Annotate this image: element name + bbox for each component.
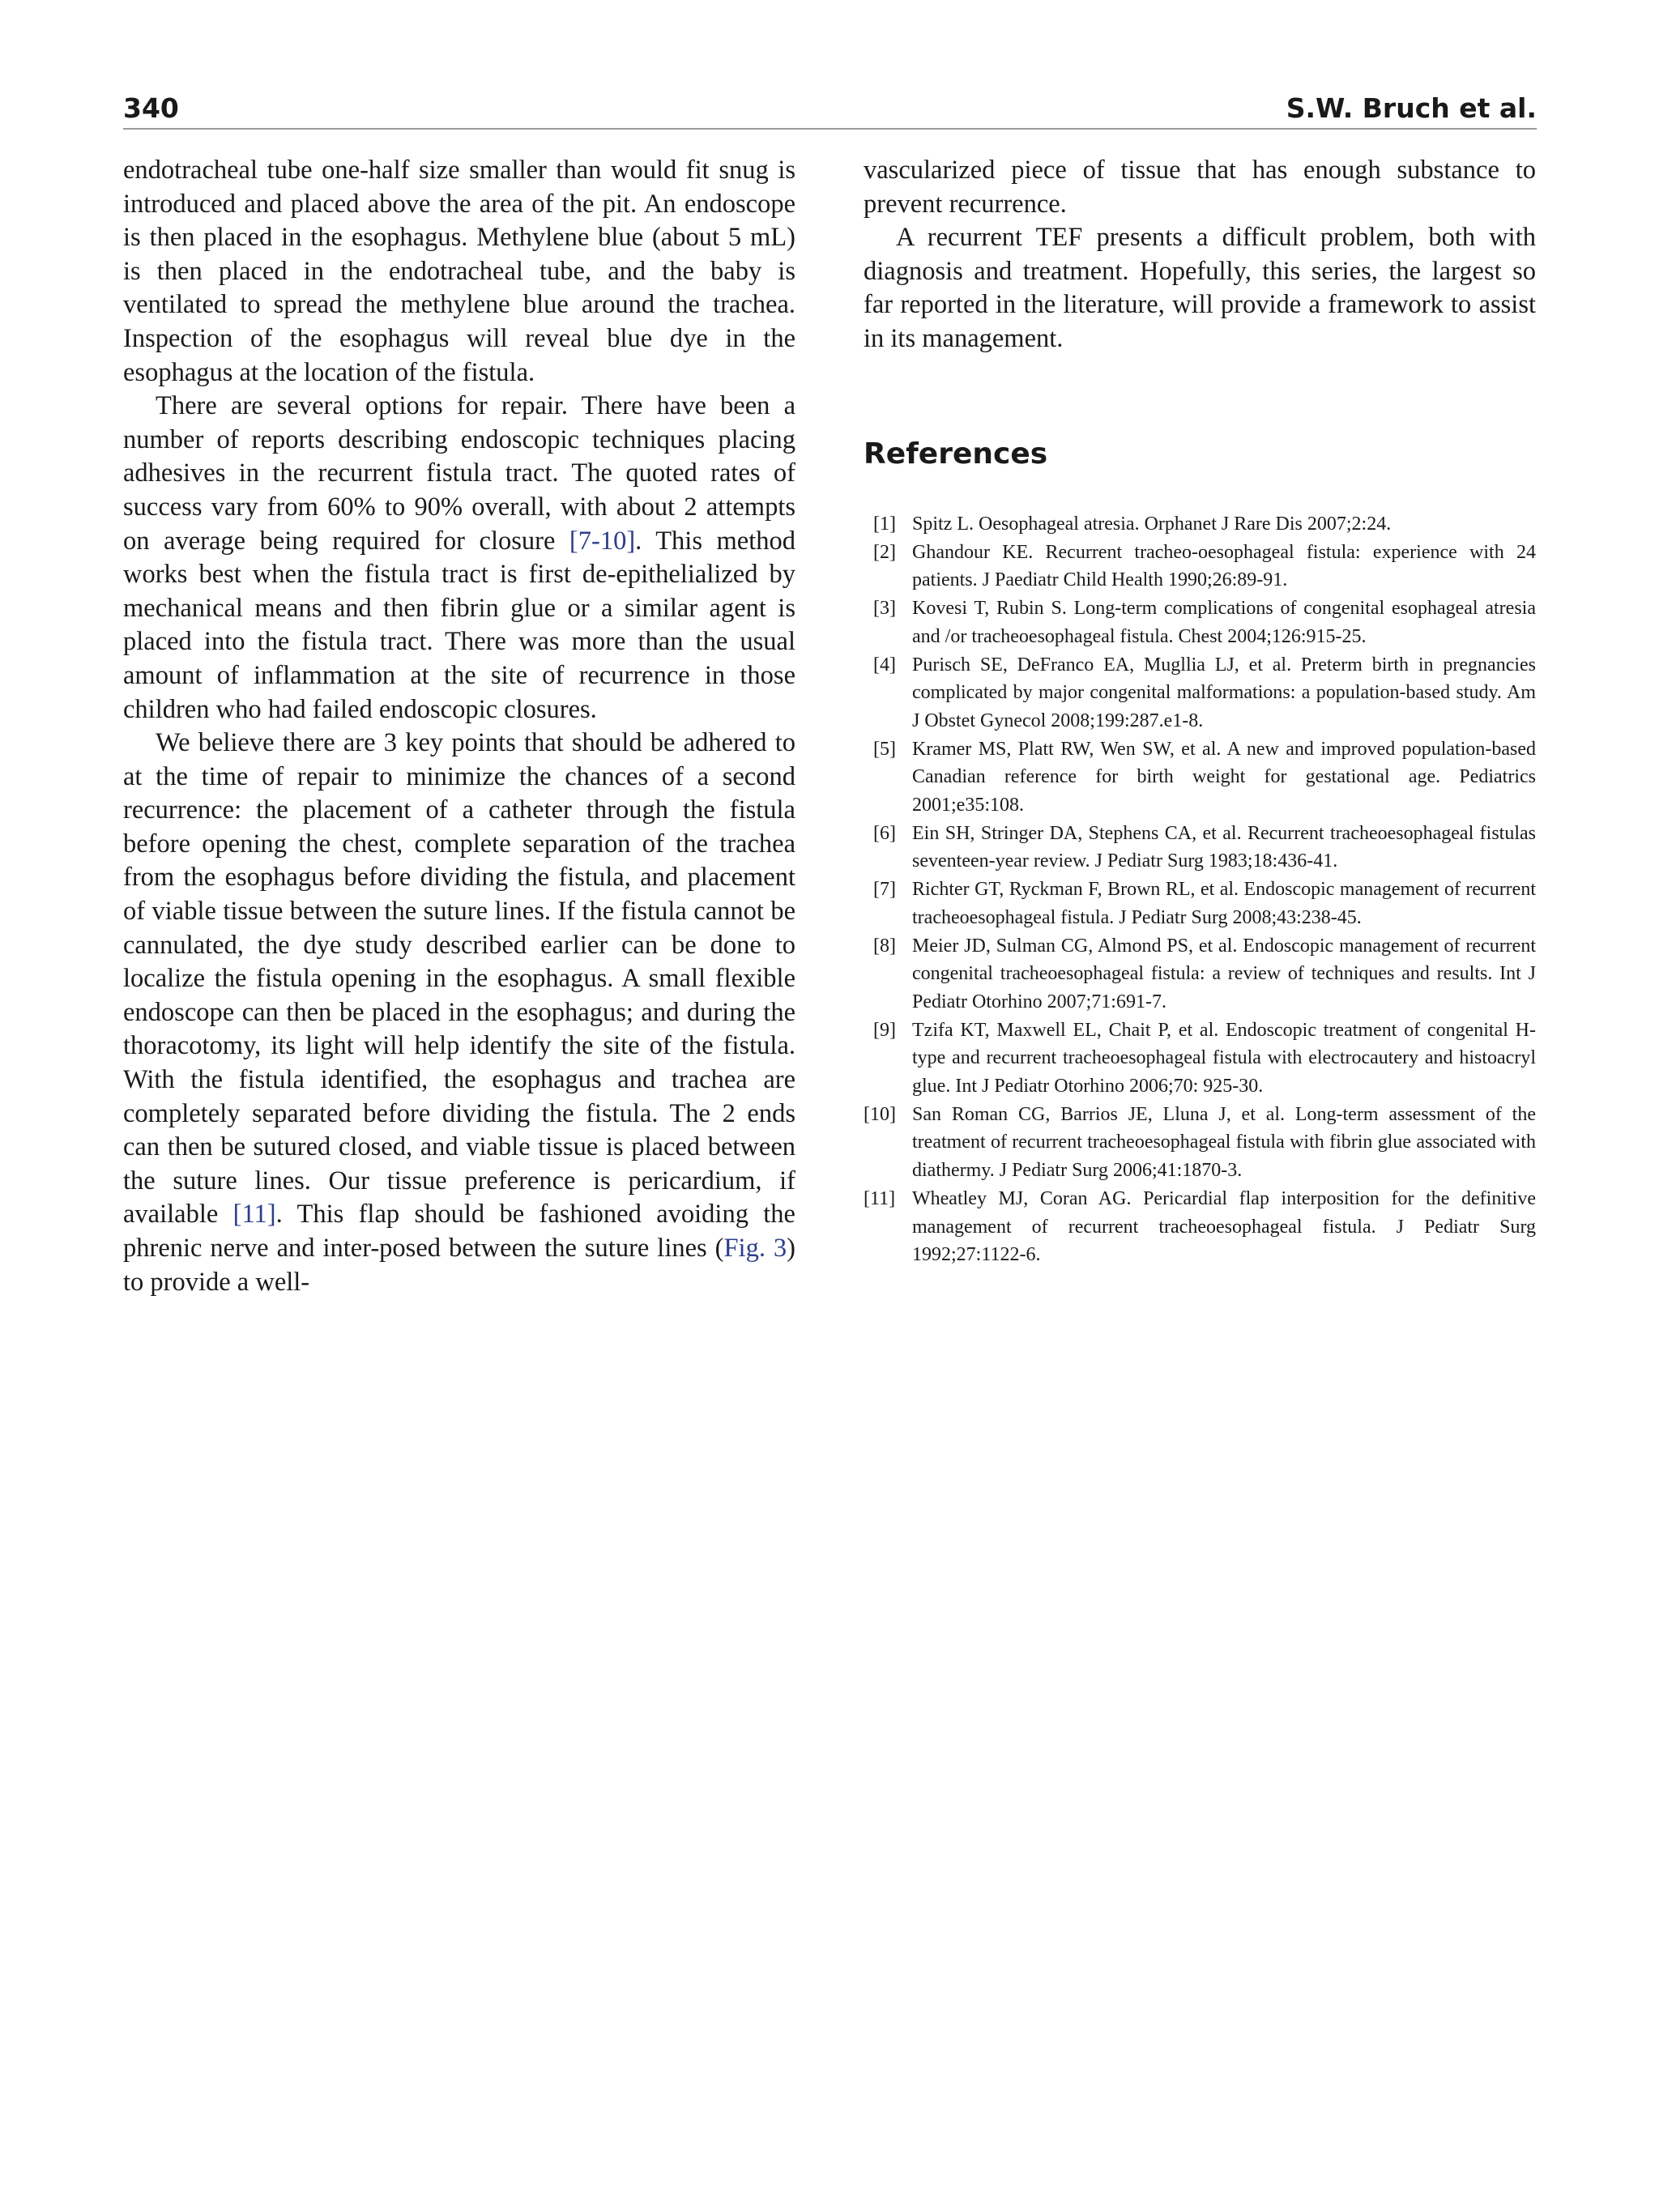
- reference-text: Kramer MS, Platt RW, Wen SW, et al. A new and improved population-based Canadian reference for birth weight for gestational age. Pediatrics 2001;e35:108.: [912, 738, 1536, 816]
- reference-item: [864, 595, 1536, 650]
- reference-item: [864, 510, 1536, 539]
- reference-text: Ghandour KE. Recurrent tracheo-oesophageal fistula: experience with 24 patients. J Paediatr Child Health 1990;26:89-91.: [912, 541, 1536, 591]
- figure-link-3[interactable]: Fig. 3: [723, 1234, 787, 1263]
- reference-number: [1]: [873, 514, 896, 535]
- reference-text: Wheatley MJ, Coran AG. Pericardial flap interposition for the definitive management of recurrent tracheoesophageal fistula. J Pediatr Surg 1992;27:1122-6.: [912, 1187, 1536, 1266]
- paragraph-text: . This method works best when the fistula tract is first de-epithelialized by mechanical means and then fibrin glue or a similar agent is placed into the fistula tract. There was more than the usual amount of inflammation at the site of recurrence in those children who had failed endoscopic closures.: [123, 526, 795, 724]
- reference-number: [2]: [873, 541, 896, 563]
- reference-item: [864, 820, 1536, 876]
- reference-text: Meier JD, Sulman CG, Almond PS, et al. Endoscopic management of recurrent congenital tracheoesophageal fistula: a review of techniques and results. Int J Pediatr Otorhino 2007;71:691-7.: [912, 935, 1536, 1012]
- reference-item: [864, 932, 1536, 1016]
- reference-number: [7]: [873, 879, 896, 901]
- reference-item: [864, 539, 1536, 595]
- reference-number: [11]: [864, 1187, 896, 1209]
- citation-link-11[interactable]: [11]: [232, 1200, 276, 1230]
- paragraph: [123, 390, 795, 727]
- paragraph: [864, 154, 1536, 221]
- reference-text: Richter GT, Ryckman F, Brown RL, et al. Endoscopic management of recurrent tracheoesophageal fistula. J Pediatr Surg 2008;43:238-45.: [912, 879, 1536, 928]
- paragraph: [864, 221, 1536, 356]
- reference-item: [864, 1016, 1536, 1101]
- paragraph-text: We believe there are 3 key points that should be adhered to at the time of repair to minimize the chances of a second recurrence: the placement of a catheter through the fistula before opening the chest, complete separation of the trachea from the esophagus before dividing the fistula, and placement of viable tissue between the suture lines. If the fistula cannot be cannulated, the dye study described earlier can be done to localize the fistula opening in the esophagus. A small flexible endoscope can then be placed in the esophagus; and during the thoracotomy, its light will help identify the site of the fistula. With the fistula identified, the esophagus and trachea are completely separated before dividing the fistula. The 2 ends can then be sutured closed, and viable tissue is placed between the suture lines. Our tissue preference is pericardium, if available: [123, 728, 795, 1230]
- right-body-text: [864, 154, 1536, 356]
- reference-number: [5]: [873, 738, 896, 760]
- reference-text: Ein SH, Stringer DA, Stephens CA, et al. Recurrent tracheoesophageal fistulas seventeen-year review. J Pediatr Surg 1983;18:436-41.: [912, 822, 1536, 872]
- reference-number: [8]: [873, 935, 896, 957]
- running-authors: S.W. Bruch et al.: [1286, 92, 1537, 124]
- paragraph-text: vascularized piece of tissue that has enough substance to prevent recurrence.: [864, 156, 1536, 219]
- references-list: [864, 510, 1536, 1269]
- reference-text: Kovesi T, Rubin S. Long-term complications of congenital esophageal atresia and /or tracheoesophageal fistula. Chest 2004;126:915-25.: [912, 598, 1536, 647]
- reference-number: [6]: [873, 822, 896, 844]
- paragraph-text: endotracheal tube one-half size smaller than would fit snug is introduced and placed above the area of the pit. An endoscope is then placed in the esophagus. Methylene blue (about 5 mL) is then placed in the endotracheal tube, and the baby is ventilated to spread the methylene blue around the trachea. Inspection of the esophagus will reveal blue dye in the esophagus at the location of the fistula.: [123, 156, 795, 387]
- reference-item: [864, 651, 1536, 735]
- paragraph-text: . This flap should be fashioned avoiding the phrenic nerve and inter-posed between the suture lines (: [123, 1200, 795, 1263]
- paragraph-text: There are several options for repair. There have been a number of reports describing endoscopic techniques placing adhesives in the recurrent fistula tract. The quoted rates of success vary from 60% to 90% overall, with about 2 attempts on average being required for closure: [123, 391, 795, 556]
- reference-number: [9]: [873, 1019, 896, 1041]
- reference-item: [864, 1101, 1536, 1185]
- page-number: 340: [123, 92, 179, 124]
- citation-link-7-10[interactable]: [7-10]: [569, 526, 636, 556]
- reference-item: [864, 876, 1536, 931]
- right-column: [864, 154, 1536, 1369]
- reference-number: [3]: [873, 598, 896, 620]
- paragraph: [123, 727, 795, 1299]
- references-heading: References: [864, 437, 1048, 471]
- reference-text: San Roman CG, Barrios JE, Lluna J, et al. Long-term assessment of the treatment of recurrent tracheoesophageal fistula with fibrin glue associated with diathermy. J Pediatr Surg 2006;41:1870-3.: [912, 1103, 1536, 1182]
- reference-text: Purisch SE, DeFranco EA, Mugllia LJ, et al. Preterm birth in pregnancies complicated by major congenital malformations: a population-based study. Am J Obstet Gynecol 2008;199:287.e1-8.: [912, 654, 1536, 731]
- reference-number: [10]: [864, 1103, 896, 1125]
- paragraph-text: ) to provide a well-: [123, 1234, 795, 1297]
- left-column: [123, 154, 795, 1299]
- reference-number: [4]: [873, 654, 896, 676]
- paragraph-text: A recurrent TEF presents a difficult problem, both with diagnosis and treatment. Hopefully, this series, the largest so far reported in the literature, will provide a framework to assist in its management.: [864, 223, 1536, 353]
- reference-text: Tzifa KT, Maxwell EL, Chait P, et al. Endoscopic treatment of congenital H-type and recurrent tracheoesophageal fistula with electrocautery and histoacryl glue. Int J Pediatr Otorhino 2006;70: 925-30.: [912, 1019, 1536, 1097]
- running-header: [123, 87, 1537, 130]
- reference-text: Spitz L. Oesophageal atresia. Orphanet J Rare Dis 2007;2:24.: [912, 514, 1392, 535]
- paragraph: [123, 154, 795, 390]
- reference-item: [864, 735, 1536, 820]
- reference-item: [864, 1185, 1536, 1269]
